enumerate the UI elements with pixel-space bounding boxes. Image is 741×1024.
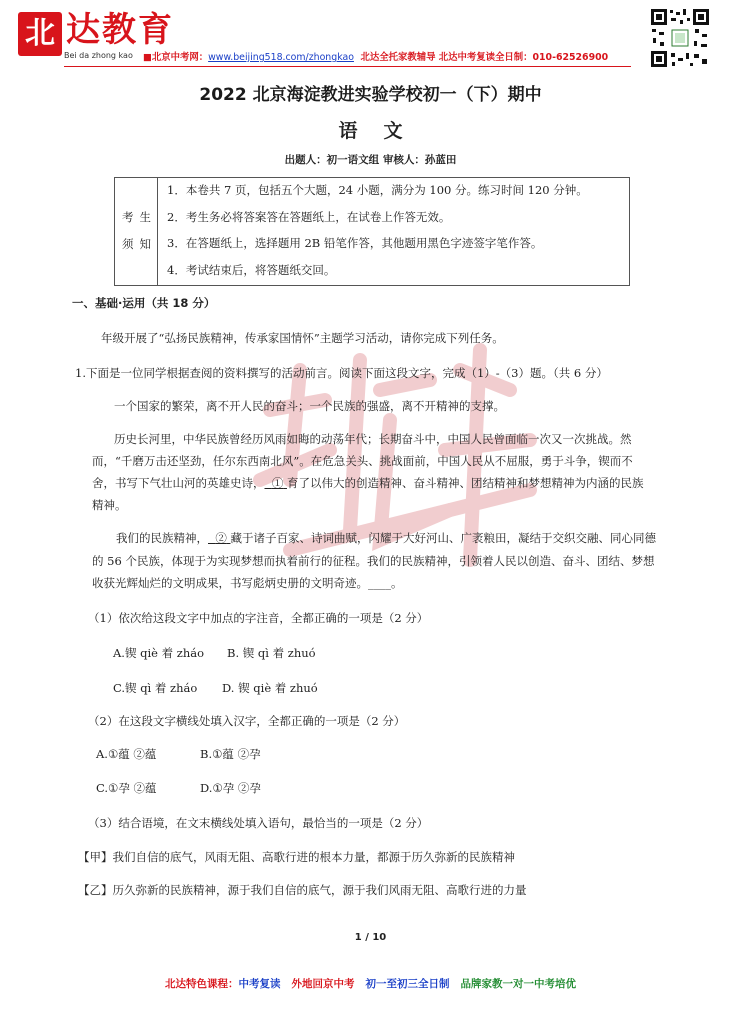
question-1: 1.下面是一位同学根据查阅的资料撰写的活动前言。阅读下面这段文字，完成（1）-（3）题。（共 6 分） — [75, 366, 608, 380]
passage-line — [116, 530, 656, 546]
answer-option: C.锲 qì 着 zháo — [113, 681, 198, 695]
qr-code-icon — [650, 8, 710, 68]
header-url-link[interactable]: www.beijing518.com/zhongkao — [208, 52, 354, 63]
logo-subtitle: Bei da zhong kao — [64, 51, 133, 60]
answer-option: D. 锲 qiè 着 zhuó — [222, 681, 318, 695]
section-heading: 一、基础·运用（共 18 分） — [72, 296, 216, 310]
passage-line: 的 56 个民族，体现于为实现梦想而执着前行的征程。我们的民族精神，引领着人民以创造、奋斗、团结、梦想 — [92, 554, 655, 568]
choice-yi: 【乙】历久弥新的民族精神，源于我们自信的底气，源于我们风雨无阻、高歌行进的力量 — [78, 883, 527, 897]
passage-text: 藏于诸子百家、诗词曲赋，闪耀于大好河山、广袤粮田，凝结于交织交融、同心同德 — [230, 531, 656, 545]
passage-text: 舍，书写下气壮山河的英雄史诗， — [92, 476, 265, 490]
answer-option: C.①孕 ②蕴 — [96, 781, 157, 795]
answer-option: B.①蕴 ②孕 — [200, 747, 261, 761]
header-prefix: ■北京中考网： — [143, 52, 209, 63]
exam-authors: 出题人：初一语文组 审核人：孙蓝田 — [284, 154, 457, 166]
answer-option: D.①孕 ②孕 — [200, 781, 261, 795]
header-suffix: 北达全托家教辅导 北达中考复读全日制：010-62526900 — [360, 52, 609, 63]
exam-subject: 语文 — [338, 120, 429, 142]
header-links — [143, 49, 608, 63]
section-intro: 年级开展了“弘扬民族精神，传承家国情怀”主题学习活动，请你完成下列任务。 — [101, 331, 504, 345]
passage-line — [92, 475, 643, 491]
passage-line: 收获光辉灿烂的文明成果，书写彪炳史册的文明奇迹。____。 — [92, 576, 403, 590]
choice-jia: 【甲】我们自信的底气，风雨无阻、高歌行进的根本力量，都源于历久弥新的民族精神 — [78, 850, 515, 864]
subquestion-2: （2）在这段文字横线处填入汉字，全都正确的一项是（2 分） — [88, 714, 406, 728]
footer-label: 北达特色课程： — [165, 978, 239, 990]
logo-mark: 北 — [18, 12, 62, 56]
footer-item: 中考复读 — [238, 978, 281, 990]
notice-label — [115, 178, 158, 285]
passage-line: 而，“千磨万击还坚劲，任尔东西南北风”。在危急关头、挑战面前，中国人民从不屈服，勇于斗争，锲而不 — [92, 454, 633, 468]
passage-paragraph: 一个国家的繁荣，离不开人民的奋斗；一个民族的强盛，离不开精神的支撑。 — [114, 399, 505, 413]
footer-item: 初一至初三全日制 — [365, 978, 450, 990]
notice-item: 1．本卷共 7 页，包括五个大题，24 小题，满分为 100 分。练习时间 120 分钟。 — [167, 183, 588, 197]
passage-text: 育了以伟大的创造精神、奋斗精神、团结精神和梦想精神为内涵的民族 — [286, 476, 644, 490]
notice-item: 4．考试结束后，将答题纸交回。 — [167, 263, 336, 277]
notice-label-line-2: 须知 — [122, 237, 157, 251]
passage-line: 历史长河里，中华民族曾经历风雨如晦的动荡年代；长期奋斗中，中国人民曾面临一次又一次挑战。然 — [114, 432, 632, 446]
footer-item: 品牌家教一对一中考培优 — [460, 978, 576, 990]
blank-2: ② — [215, 531, 227, 545]
exam-title: 2022 北京海淀教进实验学校初一（下）期中 — [199, 85, 542, 105]
notice-item: 3．在答题纸上，选择题用 2B 铅笔作答，其他题用黑色字迹签字笔作答。 — [167, 236, 543, 250]
blank-1: ① — [271, 476, 284, 490]
logo-text: 达教育 — [66, 10, 174, 50]
header-divider — [64, 66, 631, 67]
notice-item: 2．考生务必将答案答在答题纸上，在试卷上作答无效。 — [167, 210, 451, 224]
notice-box — [114, 177, 630, 286]
subquestion-1: （1）依次给这段文字中加点的字注音，全都正确的一项是（2 分） — [88, 611, 429, 625]
footer-item: 外地回京中考 — [291, 978, 355, 990]
answer-option: A.①蕴 ②蕴 — [96, 747, 157, 761]
footer-banner — [0, 976, 741, 991]
answer-option: B. 锲 qì 着 zhuó — [227, 646, 316, 660]
subquestion-3: （3）结合语境，在文末横线处填入语句，最恰当的一项是（2 分） — [88, 816, 429, 830]
notice-label-line-1: 考生 — [122, 210, 157, 224]
passage-line: 精神。 — [92, 498, 127, 512]
passage-text: 我们的民族精神， — [116, 531, 208, 545]
page-number: 1 / 10 — [354, 932, 387, 943]
answer-option: A.锲 qiè 着 zháo — [113, 646, 205, 660]
